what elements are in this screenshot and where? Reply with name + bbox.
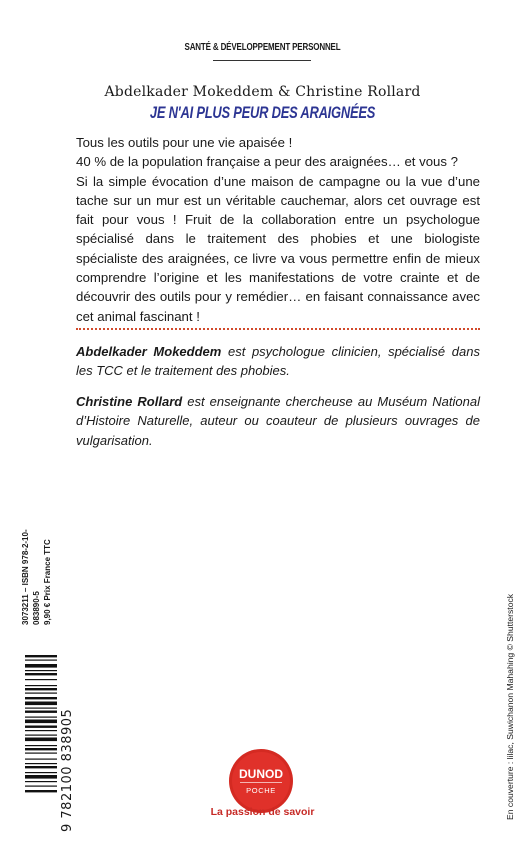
bio-mokeddem (76, 342, 480, 381)
publisher-name: DUNOD (239, 767, 283, 781)
series-label: SANTÉ & DÉVELOPPEMENT PERSONNEL (184, 42, 341, 53)
barcode-bar (25, 730, 57, 731)
book-title: JE N'AI PLUS PEUR DES ARAIGNÉES (149, 103, 376, 122)
barcode-bar (25, 660, 57, 661)
barcode-bar (25, 717, 57, 718)
barcode-bar (25, 726, 57, 728)
barcode-bar (25, 702, 57, 706)
barcode-bar (25, 772, 57, 773)
price-line: 9,90 € Prix France TTC (43, 539, 52, 625)
barcode-bar (25, 697, 57, 699)
bio-name: Abdelkader Mokeddem (76, 344, 222, 359)
barcode-digits: 9 782100 838905 (60, 708, 75, 832)
dunod-poche-logo (228, 748, 294, 814)
barcode-bar (25, 781, 57, 782)
barcode-bar (25, 679, 57, 680)
barcode-bar (25, 790, 57, 792)
barcode-bar (25, 685, 57, 686)
barcode-bar (25, 759, 57, 760)
barcode-bar (25, 688, 57, 690)
bio-text: est enseignante chercheuse au Muséum National d’Histoire Naturelle, auteur ou coauteur de plusieurs ouvrages de vulgarisation. (76, 394, 480, 448)
barcode-bar (25, 775, 57, 779)
barcode-bar (25, 748, 57, 750)
barcode-bar (25, 735, 57, 736)
blurb-line-1: Tous les outils pour une vie apaisée ! (76, 135, 293, 150)
bio-rollard (76, 392, 480, 450)
barcode-bar (25, 655, 57, 657)
barcode-bar (25, 738, 57, 742)
credit-line: En couverture : lilac, Suwichanon Mahahing © Shutterstock (505, 593, 515, 820)
barcode-bar (25, 745, 57, 746)
series-rule (213, 60, 311, 61)
barcode-bar (25, 708, 57, 709)
bio-text: est psychologue clinicien, spécialisé dans les TCC et le traitement des phobies. (76, 344, 480, 379)
barcode-bar (25, 763, 57, 764)
barcode-bar (25, 766, 57, 768)
isbn-line: 3073211 – ISBN 978-2-10-083890-5 (21, 529, 41, 625)
publisher-collection: POCHE (246, 786, 276, 795)
authors-line: Abdelkader Mokeddem & Christine Rollard (104, 84, 421, 100)
bio-name: Christine Rollard (76, 394, 183, 409)
barcode-bar (25, 753, 57, 754)
barcode-bar (25, 673, 57, 675)
blurb-line-2: 40 % de la population française a peur des araignées… et vous ? (76, 154, 458, 170)
barcode-bar (25, 720, 57, 724)
blurb-paragraph: Si la simple évocation d’une maison de campagne ou la vue d’une tache sur un mur est un véritable cauchemar, alors cet ouvrage est fait pour vous ! Fruit de la collaboration entre un psychologue spécialisé dans le traitement des phobies et une biologiste spécialiste des araignées, ce livre va vous permettre enfin de mieux comprendre l’origine et les manifestations de votre crainte et de découvrir des outils pour y remédier… en faisant connaissance avec cet animal fascinant ! (76, 173, 480, 324)
barcode-bar (25, 711, 57, 713)
blurb (76, 133, 480, 326)
barcode-bar (25, 670, 57, 671)
barcode-bar (25, 693, 57, 694)
barcode-bar (25, 664, 57, 668)
dotted-divider (76, 328, 480, 330)
barcode-bar (25, 786, 57, 787)
isbn-block (20, 515, 50, 625)
tagline: La passion de savoir (210, 806, 315, 818)
